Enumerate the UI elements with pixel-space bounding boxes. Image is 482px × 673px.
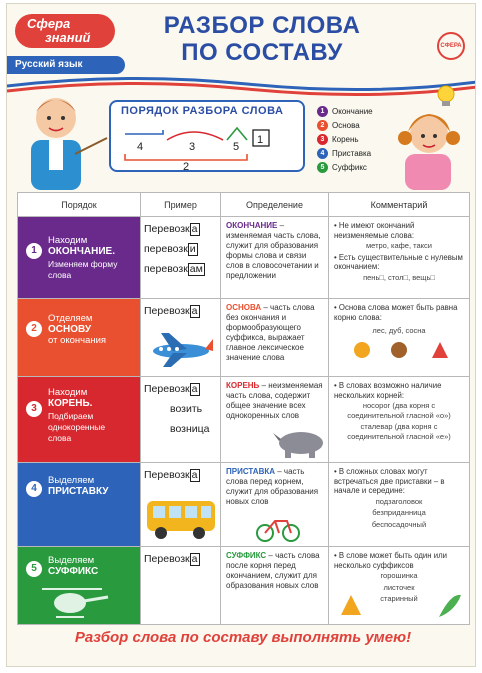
comment-example: метро, кафе, такси bbox=[366, 241, 432, 251]
order-box-title: ПОРЯДОК РАЗБОРА СЛОВА bbox=[121, 105, 284, 117]
example-word bbox=[144, 381, 217, 401]
word-stem: Перевозк bbox=[144, 553, 190, 565]
comment-cell bbox=[329, 547, 470, 625]
definition-cell bbox=[221, 463, 329, 547]
example-cell bbox=[141, 463, 221, 547]
table-row bbox=[18, 377, 470, 463]
definition-term: СУФФИКС bbox=[226, 551, 267, 560]
step-number: 4 bbox=[26, 481, 42, 497]
definition-term: ПРИСТАВКА bbox=[226, 467, 276, 476]
order-box bbox=[109, 100, 305, 172]
step-title: КОРЕНЬ. bbox=[48, 398, 93, 409]
logo-line1: Сфера bbox=[27, 16, 71, 31]
definition-text: – часть слова перед корнем, служит для образования новых слов bbox=[226, 467, 319, 506]
ending-box: а bbox=[191, 383, 198, 395]
definition-cell bbox=[221, 217, 329, 299]
title-line2: ПО СОСТАВУ bbox=[181, 39, 343, 66]
header-order: Порядок bbox=[18, 193, 141, 217]
logo bbox=[15, 14, 115, 48]
bus-illustration bbox=[145, 497, 217, 541]
definition-text: – часть слова после корня перед окончанием, служит для образования новых слов bbox=[226, 551, 320, 590]
scheme-number-5: 5 bbox=[233, 141, 240, 153]
step-text bbox=[48, 555, 98, 577]
ending-box: а bbox=[191, 305, 198, 317]
legend-label: Приставка bbox=[332, 148, 372, 158]
example-word bbox=[144, 303, 217, 323]
step-title: СУФФИКС bbox=[48, 566, 99, 577]
table-row bbox=[18, 547, 470, 625]
header-definition: Определение bbox=[221, 193, 329, 217]
step-number: 1 bbox=[26, 243, 42, 259]
comment-example: беспосадочный bbox=[371, 519, 427, 529]
footer-slogan: Разбор слова по составу выполнять умею! bbox=[74, 629, 412, 646]
title-line1: РАЗБОР СЛОВА bbox=[163, 12, 361, 39]
comment-example: лес, дуб, сосна bbox=[372, 326, 426, 336]
step-sub: от окончания bbox=[48, 335, 107, 346]
table-row bbox=[18, 299, 470, 377]
ending-box: и bbox=[189, 243, 196, 255]
example-word bbox=[144, 261, 217, 281]
legend-number: 1 bbox=[317, 106, 328, 117]
step-sub: Изменяем форму слова bbox=[48, 259, 118, 280]
parsing-table bbox=[17, 192, 470, 625]
step-cell-stem bbox=[18, 299, 141, 377]
step-text bbox=[48, 387, 118, 444]
step-sub: Подбираем однокоренные слова bbox=[48, 411, 106, 443]
definition-cell bbox=[221, 547, 329, 625]
legend-number: 3 bbox=[317, 134, 328, 145]
lightbulb-icon bbox=[431, 84, 461, 108]
word-structure-scheme bbox=[123, 120, 295, 170]
example-cell bbox=[141, 217, 221, 299]
comment-example: подзаголовок bbox=[375, 496, 423, 506]
word-stem: Перевозк bbox=[144, 223, 190, 235]
definition-text: – неизменяемая часть слова, содержит общее значение всех однокоренных слов bbox=[226, 381, 323, 420]
comment-cell bbox=[329, 377, 470, 463]
word-stem: возить bbox=[170, 403, 203, 415]
word-stem: возница bbox=[170, 423, 210, 435]
step-cell-prefix bbox=[18, 463, 141, 547]
step-cell-ending bbox=[18, 217, 141, 299]
comment-example: безприданница bbox=[372, 508, 426, 518]
step-title: ПРИСТАВКУ bbox=[48, 486, 109, 497]
table-row bbox=[18, 463, 470, 547]
step-line: Находим bbox=[48, 387, 88, 398]
ending-box: а bbox=[191, 223, 198, 235]
comment-text: • В сложных словах могут встречаться две приставки – в начале и середине: bbox=[334, 467, 445, 496]
step-cell-root bbox=[18, 377, 141, 463]
comment-cell bbox=[329, 217, 470, 299]
step-title: ОСНОВУ bbox=[48, 324, 92, 335]
step-number: 3 bbox=[26, 401, 42, 417]
legend-label: Окончание bbox=[332, 106, 373, 116]
definition-cell bbox=[221, 377, 329, 463]
comment-example: старинный bbox=[380, 594, 418, 604]
example-word bbox=[144, 421, 217, 441]
rhinoceros-illustration bbox=[271, 427, 327, 459]
scheme-number-4: 4 bbox=[137, 141, 144, 153]
ending-box: а bbox=[191, 553, 198, 565]
comment-example: сталевар (два корня с соединительной гласной «е») bbox=[347, 422, 451, 441]
girl-illustration bbox=[387, 96, 471, 190]
step-title: ОКОНЧАНИЕ. bbox=[48, 246, 115, 257]
comment-example: горошинка bbox=[380, 571, 418, 581]
legend-item bbox=[317, 146, 373, 160]
step-text bbox=[48, 313, 106, 346]
definition-term: КОРЕНЬ bbox=[226, 381, 260, 390]
legend-label: Корень bbox=[332, 134, 359, 144]
legend-number: 4 bbox=[317, 148, 328, 159]
example-word bbox=[144, 401, 217, 421]
step-number: 2 bbox=[26, 321, 42, 337]
word-stem: Перевозк bbox=[144, 305, 190, 317]
scheme-number-1: 1 bbox=[257, 134, 264, 146]
legend-item bbox=[317, 104, 373, 118]
scheme-number-2: 2 bbox=[183, 161, 190, 170]
legend-label: Суффикс bbox=[332, 162, 367, 172]
step-line: Отделяем bbox=[48, 313, 93, 324]
logo-line2: знаний bbox=[45, 30, 91, 45]
comment-example: пень□, стол□, вещь□ bbox=[363, 272, 435, 282]
example-cell bbox=[141, 377, 221, 463]
step-text bbox=[48, 475, 109, 497]
definition-term: ОСНОВА bbox=[226, 303, 262, 312]
example-word bbox=[144, 241, 217, 261]
example-word bbox=[144, 551, 217, 571]
word-stem: перевозк bbox=[144, 263, 188, 275]
comment-text: • В словах возможно наличие нескольких корней: bbox=[334, 381, 442, 400]
comment-text: • Основа слова может быть равна корню слова: bbox=[334, 303, 458, 322]
word-stem: Перевозк bbox=[144, 383, 190, 395]
definition-text: – изменяемая часть слова, служит для образования формы слова и связи слов в словосочетании и предложении bbox=[226, 221, 321, 280]
word-stem: Перевозк bbox=[144, 469, 190, 481]
airplane-illustration bbox=[147, 329, 215, 369]
step-line: Выделяем bbox=[48, 475, 95, 486]
step-number: 5 bbox=[26, 561, 42, 577]
header-comment: Комментарий bbox=[329, 193, 470, 217]
example-cell bbox=[141, 547, 221, 625]
comment-cell bbox=[329, 299, 470, 377]
legend-label: Основа bbox=[332, 120, 360, 130]
table-header-row bbox=[18, 193, 470, 217]
definition-term: ОКОНЧАНИЕ bbox=[226, 221, 278, 230]
comment-cell bbox=[329, 463, 470, 547]
helicopter-illustration bbox=[32, 585, 112, 621]
subject-label: Русский язык bbox=[7, 56, 125, 74]
page-title bbox=[137, 12, 387, 66]
comment-example: носорог (два корня с соединительной гласной «о») bbox=[347, 401, 451, 420]
comment-text: • В слове может быть один или несколько суффиксов bbox=[334, 551, 448, 570]
table-row bbox=[18, 217, 470, 299]
comment-text: • Не имеют окончаний неизменяемые слова: bbox=[334, 221, 415, 240]
legend-item bbox=[317, 132, 373, 146]
step-cell-suffix bbox=[18, 547, 141, 625]
legend-number: 5 bbox=[317, 162, 328, 173]
legend-item bbox=[317, 160, 373, 174]
teacher-illustration bbox=[13, 82, 109, 190]
step-line: Находим bbox=[48, 235, 88, 246]
example-word bbox=[144, 221, 217, 241]
ending-box: ам bbox=[189, 263, 203, 275]
header-example: Пример bbox=[141, 193, 221, 217]
sphere-badge: СФЕРА bbox=[437, 32, 465, 60]
definition-cell bbox=[221, 299, 329, 377]
ending-box: а bbox=[191, 469, 198, 481]
legend bbox=[317, 104, 373, 174]
scheme-number-3: 3 bbox=[189, 141, 196, 153]
bicycle-illustration bbox=[255, 515, 301, 543]
step-text bbox=[48, 235, 140, 281]
legend-number: 2 bbox=[317, 120, 328, 131]
definition-text: – часть слова без окончания и формообразующего суффикса, выражает главное лексическое значение слова bbox=[226, 303, 315, 362]
comment-text: • Есть существительные с нулевым окончанием: bbox=[334, 252, 463, 272]
nature-icons bbox=[344, 338, 454, 360]
word-stem: перевозк bbox=[144, 243, 188, 255]
leaf-peapod-illustration bbox=[335, 589, 465, 621]
example-word bbox=[144, 467, 217, 487]
comment-example: листочек bbox=[383, 582, 415, 592]
example-cell bbox=[141, 299, 221, 377]
poster bbox=[6, 3, 476, 667]
step-line: Выделяем bbox=[48, 555, 95, 566]
legend-item bbox=[317, 118, 373, 132]
